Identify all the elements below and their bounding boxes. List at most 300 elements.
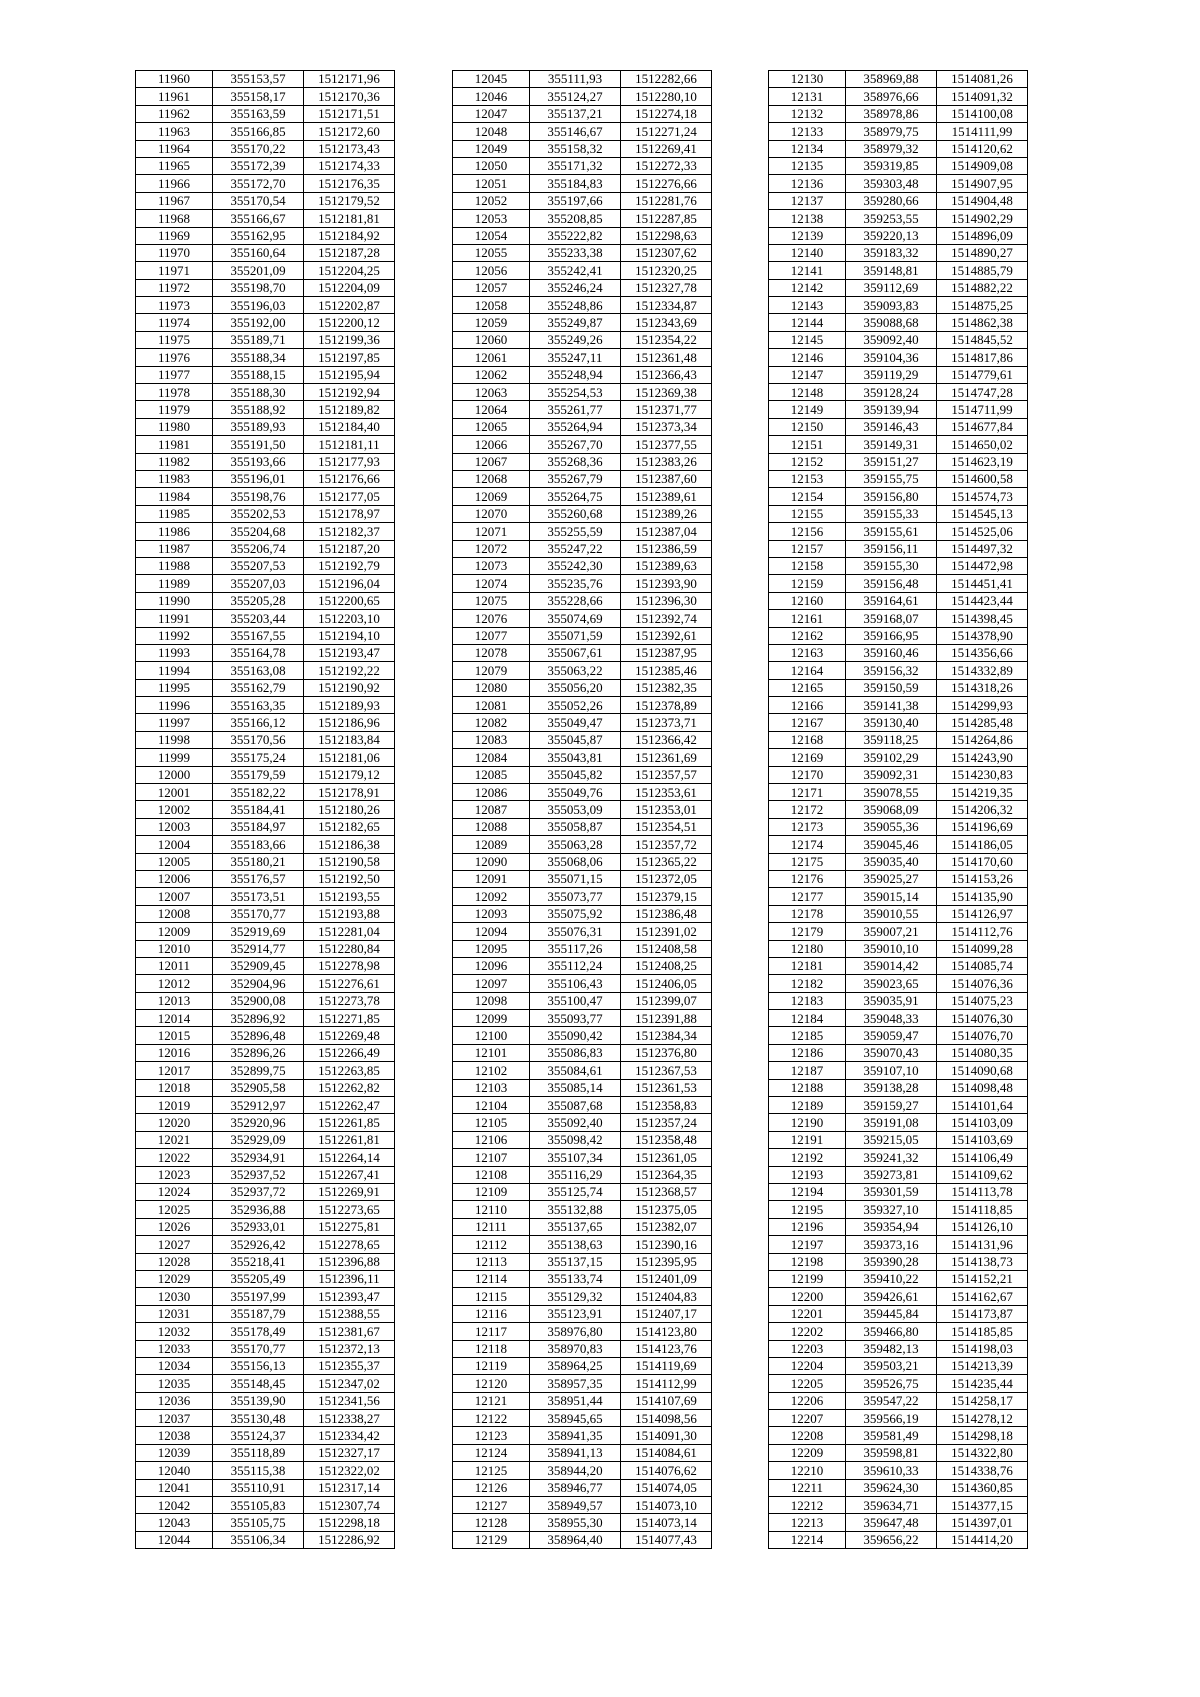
x-coordinate-cell: 359149,31: [846, 436, 937, 453]
point-number-cell: 12141: [769, 262, 846, 279]
x-coordinate-cell: 359148,81: [846, 262, 937, 279]
y-coordinate-cell: 1514076,30: [937, 1010, 1028, 1027]
y-coordinate-cell: 1514472,98: [937, 557, 1028, 574]
table-row: [769, 766, 1028, 783]
point-number-cell: 11963: [136, 123, 213, 140]
point-number-cell: 12168: [769, 731, 846, 748]
y-coordinate-cell: 1514173,87: [937, 1305, 1028, 1322]
x-coordinate-cell: 355247,22: [530, 540, 621, 557]
x-coordinate-cell: 355053,09: [530, 801, 621, 818]
table-row: [769, 957, 1028, 974]
y-coordinate-cell: 1514338,76: [937, 1462, 1028, 1479]
table-row: [769, 505, 1028, 522]
y-coordinate-cell: 1514497,32: [937, 540, 1028, 557]
y-coordinate-cell: 1514170,60: [937, 853, 1028, 870]
x-coordinate-cell: 355158,32: [530, 140, 621, 157]
table-row: [453, 644, 712, 661]
point-number-cell: 11991: [136, 610, 213, 627]
point-number-cell: 12201: [769, 1305, 846, 1322]
table-row: [769, 1044, 1028, 1061]
point-number-cell: 12059: [453, 314, 530, 331]
y-coordinate-cell: 1512194,10: [304, 627, 395, 644]
point-number-cell: 12112: [453, 1236, 530, 1253]
table-row: [136, 105, 395, 122]
table-row: [769, 1357, 1028, 1374]
table-row: [136, 1444, 395, 1461]
y-coordinate-cell: 1512298,18: [304, 1514, 395, 1531]
y-coordinate-cell: 1512264,14: [304, 1149, 395, 1166]
x-coordinate-cell: 359327,10: [846, 1201, 937, 1218]
point-number-cell: 12011: [136, 957, 213, 974]
x-coordinate-cell: 355123,91: [530, 1305, 621, 1322]
point-number-cell: 12158: [769, 557, 846, 574]
y-coordinate-cell: 1514711,99: [937, 401, 1028, 418]
x-coordinate-cell: 358969,88: [846, 71, 937, 88]
table-row: [136, 766, 395, 783]
y-coordinate-cell: 1514076,70: [937, 1027, 1028, 1044]
table-row: [136, 957, 395, 974]
x-coordinate-cell: 355183,66: [213, 836, 304, 853]
x-coordinate-cell: 352905,58: [213, 1079, 304, 1096]
point-number-cell: 12169: [769, 749, 846, 766]
x-coordinate-cell: 359253,55: [846, 210, 937, 227]
x-coordinate-cell: 359010,10: [846, 940, 937, 957]
x-coordinate-cell: 355160,64: [213, 244, 304, 261]
x-coordinate-cell: 359155,33: [846, 505, 937, 522]
table-row: [769, 557, 1028, 574]
y-coordinate-cell: 1512307,62: [621, 244, 712, 261]
x-coordinate-cell: 355086,83: [530, 1044, 621, 1061]
point-number-cell: 12028: [136, 1253, 213, 1270]
table-row: [769, 836, 1028, 853]
y-coordinate-cell: 1512395,95: [621, 1253, 712, 1270]
point-number-cell: 12088: [453, 818, 530, 835]
x-coordinate-cell: 355164,78: [213, 644, 304, 661]
x-coordinate-cell: 359241,32: [846, 1149, 937, 1166]
y-coordinate-cell: 1512183,84: [304, 731, 395, 748]
y-coordinate-cell: 1512381,67: [304, 1323, 395, 1340]
point-number-cell: 12045: [453, 71, 530, 88]
table-row: [769, 749, 1028, 766]
point-number-cell: 12050: [453, 157, 530, 174]
point-number-cell: 12117: [453, 1323, 530, 1340]
point-number-cell: 12099: [453, 1010, 530, 1027]
table-row: [769, 244, 1028, 261]
point-number-cell: 12142: [769, 279, 846, 296]
point-number-cell: 12094: [453, 923, 530, 940]
table-row: [769, 697, 1028, 714]
y-coordinate-cell: 1514101,64: [937, 1097, 1028, 1114]
point-number-cell: 12053: [453, 210, 530, 227]
x-coordinate-cell: 358945,65: [530, 1410, 621, 1427]
x-coordinate-cell: 355248,94: [530, 366, 621, 383]
x-coordinate-cell: 359166,95: [846, 627, 937, 644]
table-row: [136, 1149, 395, 1166]
x-coordinate-cell: 355249,26: [530, 331, 621, 348]
table-row: [453, 714, 712, 731]
table-row: [453, 418, 712, 435]
point-number-cell: 12023: [136, 1166, 213, 1183]
point-number-cell: 12044: [136, 1531, 213, 1548]
point-number-cell: 12064: [453, 401, 530, 418]
point-number-cell: 12041: [136, 1479, 213, 1496]
table-row: [136, 662, 395, 679]
y-coordinate-cell: 1512174,33: [304, 157, 395, 174]
point-number-cell: 12000: [136, 766, 213, 783]
y-coordinate-cell: 1512199,36: [304, 331, 395, 348]
y-coordinate-cell: 1514090,68: [937, 1062, 1028, 1079]
table-row: [136, 1357, 395, 1374]
x-coordinate-cell: 355056,20: [530, 679, 621, 696]
y-coordinate-cell: 1512355,37: [304, 1357, 395, 1374]
table-row: [136, 384, 395, 401]
point-number-cell: 12118: [453, 1340, 530, 1357]
table-row: [769, 627, 1028, 644]
point-number-cell: 12107: [453, 1149, 530, 1166]
x-coordinate-cell: 359164,61: [846, 592, 937, 609]
x-coordinate-cell: 355045,87: [530, 731, 621, 748]
table-row: [453, 575, 712, 592]
point-number-cell: 11996: [136, 697, 213, 714]
x-coordinate-cell: 355105,75: [213, 1514, 304, 1531]
point-number-cell: 12160: [769, 592, 846, 609]
y-coordinate-cell: 1512176,35: [304, 175, 395, 192]
x-coordinate-cell: 355118,89: [213, 1444, 304, 1461]
point-number-cell: 12156: [769, 523, 846, 540]
table-row: [453, 592, 712, 609]
point-number-cell: 12129: [453, 1531, 530, 1548]
x-coordinate-cell: 352929,09: [213, 1131, 304, 1148]
point-number-cell: 11977: [136, 366, 213, 383]
y-coordinate-cell: 1514677,84: [937, 418, 1028, 435]
table-row: [136, 644, 395, 661]
table-row: [136, 227, 395, 244]
x-coordinate-cell: 355172,70: [213, 175, 304, 192]
point-number-cell: 11986: [136, 523, 213, 540]
table-row: [769, 401, 1028, 418]
y-coordinate-cell: 1512341,56: [304, 1392, 395, 1409]
table-row: [136, 157, 395, 174]
y-coordinate-cell: 1512193,47: [304, 644, 395, 661]
y-coordinate-cell: 1514299,93: [937, 697, 1028, 714]
point-number-cell: 12135: [769, 157, 846, 174]
point-number-cell: 12095: [453, 940, 530, 957]
point-number-cell: 11981: [136, 436, 213, 453]
table-row: [136, 592, 395, 609]
point-number-cell: 12003: [136, 818, 213, 835]
x-coordinate-cell: 355242,41: [530, 262, 621, 279]
y-coordinate-cell: 1512387,60: [621, 470, 712, 487]
point-number-cell: 12192: [769, 1149, 846, 1166]
table-row: [769, 1427, 1028, 1444]
y-coordinate-cell: 1512366,42: [621, 731, 712, 748]
x-coordinate-cell: 359107,10: [846, 1062, 937, 1079]
y-coordinate-cell: 1512273,78: [304, 992, 395, 1009]
x-coordinate-cell: 355170,56: [213, 731, 304, 748]
table-row: [453, 1427, 712, 1444]
y-coordinate-cell: 1512377,55: [621, 436, 712, 453]
table-row: [769, 784, 1028, 801]
point-number-cell: 12032: [136, 1323, 213, 1340]
point-number-cell: 12006: [136, 870, 213, 887]
point-number-cell: 11997: [136, 714, 213, 731]
table-row: [453, 1375, 712, 1392]
y-coordinate-cell: 1512392,74: [621, 610, 712, 627]
x-coordinate-cell: 359055,36: [846, 818, 937, 835]
table-row: [769, 1062, 1028, 1079]
point-number-cell: 12030: [136, 1288, 213, 1305]
x-coordinate-cell: 355137,21: [530, 105, 621, 122]
y-coordinate-cell: 1512361,53: [621, 1079, 712, 1096]
y-coordinate-cell: 1514091,32: [937, 88, 1028, 105]
point-number-cell: 12019: [136, 1097, 213, 1114]
table-row: [136, 401, 395, 418]
table-row: [453, 140, 712, 157]
y-coordinate-cell: 1512353,01: [621, 801, 712, 818]
x-coordinate-cell: 355197,99: [213, 1288, 304, 1305]
point-number-cell: 12097: [453, 975, 530, 992]
point-number-cell: 12051: [453, 175, 530, 192]
point-number-cell: 11979: [136, 401, 213, 418]
table-row: [769, 1218, 1028, 1235]
x-coordinate-cell: 355184,83: [530, 175, 621, 192]
table-row: [769, 1514, 1028, 1531]
table-row: [769, 436, 1028, 453]
table-row: [453, 905, 712, 922]
x-coordinate-cell: 352914,77: [213, 940, 304, 957]
table-row: [453, 870, 712, 887]
x-coordinate-cell: 355163,08: [213, 662, 304, 679]
table-row: [136, 784, 395, 801]
table-row: [136, 836, 395, 853]
point-number-cell: 12065: [453, 418, 530, 435]
table-row: [136, 1340, 395, 1357]
table-row: [136, 331, 395, 348]
x-coordinate-cell: 355071,15: [530, 870, 621, 887]
point-number-cell: 12170: [769, 766, 846, 783]
x-coordinate-cell: 359092,40: [846, 331, 937, 348]
x-coordinate-cell: 355045,82: [530, 766, 621, 783]
x-coordinate-cell: 358976,66: [846, 88, 937, 105]
table-row: [769, 818, 1028, 835]
y-coordinate-cell: 1512391,88: [621, 1010, 712, 1027]
x-coordinate-cell: 355085,14: [530, 1079, 621, 1096]
table-row: [453, 401, 712, 418]
table-row: [136, 1218, 395, 1235]
point-number-cell: 12087: [453, 801, 530, 818]
point-number-cell: 12208: [769, 1427, 846, 1444]
point-number-cell: 12200: [769, 1288, 846, 1305]
x-coordinate-cell: 359301,59: [846, 1184, 937, 1201]
table-row: [769, 1131, 1028, 1148]
x-coordinate-cell: 359151,27: [846, 453, 937, 470]
table-row: [453, 1270, 712, 1287]
point-number-cell: 12122: [453, 1410, 530, 1427]
table-row: [769, 123, 1028, 140]
point-number-cell: 12182: [769, 975, 846, 992]
point-number-cell: 12069: [453, 488, 530, 505]
point-number-cell: 12144: [769, 314, 846, 331]
y-coordinate-cell: 1512204,25: [304, 262, 395, 279]
table-row: [136, 1062, 395, 1079]
y-coordinate-cell: 1512343,69: [621, 314, 712, 331]
point-number-cell: 12119: [453, 1357, 530, 1374]
table-row: [453, 557, 712, 574]
point-number-cell: 12073: [453, 557, 530, 574]
x-coordinate-cell: 355112,24: [530, 957, 621, 974]
y-coordinate-cell: 1512298,63: [621, 227, 712, 244]
x-coordinate-cell: 352896,26: [213, 1044, 304, 1061]
y-coordinate-cell: 1514073,14: [621, 1514, 712, 1531]
table-row: [453, 1514, 712, 1531]
x-coordinate-cell: 355052,26: [530, 697, 621, 714]
table-row: [769, 662, 1028, 679]
table-row: [136, 1462, 395, 1479]
point-number-cell: 12177: [769, 888, 846, 905]
x-coordinate-cell: 355248,86: [530, 297, 621, 314]
y-coordinate-cell: 1514356,66: [937, 644, 1028, 661]
table-row: [453, 1062, 712, 1079]
x-coordinate-cell: 358955,30: [530, 1514, 621, 1531]
x-coordinate-cell: 359141,38: [846, 697, 937, 714]
y-coordinate-cell: 1512200,12: [304, 314, 395, 331]
x-coordinate-cell: 355138,63: [530, 1236, 621, 1253]
x-coordinate-cell: 355197,66: [530, 192, 621, 209]
point-number-cell: 12002: [136, 801, 213, 818]
y-coordinate-cell: 1514085,74: [937, 957, 1028, 974]
point-number-cell: 12024: [136, 1184, 213, 1201]
x-coordinate-cell: 355076,31: [530, 923, 621, 940]
y-coordinate-cell: 1514264,86: [937, 731, 1028, 748]
x-coordinate-cell: 355205,28: [213, 592, 304, 609]
point-number-cell: 11972: [136, 279, 213, 296]
point-number-cell: 12018: [136, 1079, 213, 1096]
table-row: [453, 279, 712, 296]
y-coordinate-cell: 1512322,02: [304, 1462, 395, 1479]
x-coordinate-cell: 355146,67: [530, 123, 621, 140]
y-coordinate-cell: 1512357,24: [621, 1114, 712, 1131]
point-number-cell: 12148: [769, 384, 846, 401]
point-number-cell: 12056: [453, 262, 530, 279]
x-coordinate-cell: 355268,36: [530, 453, 621, 470]
x-coordinate-cell: 355233,38: [530, 244, 621, 261]
point-number-cell: 12120: [453, 1375, 530, 1392]
x-coordinate-cell: 355184,41: [213, 801, 304, 818]
point-number-cell: 12106: [453, 1131, 530, 1148]
table-row: [769, 366, 1028, 383]
point-number-cell: 12062: [453, 366, 530, 383]
table-row: [453, 470, 712, 487]
table-row: [453, 1236, 712, 1253]
x-coordinate-cell: 355242,30: [530, 557, 621, 574]
y-coordinate-cell: 1514298,18: [937, 1427, 1028, 1444]
x-coordinate-cell: 355184,97: [213, 818, 304, 835]
x-coordinate-cell: 355068,06: [530, 853, 621, 870]
x-coordinate-cell: 359526,75: [846, 1375, 937, 1392]
point-number-cell: 12027: [136, 1236, 213, 1253]
x-coordinate-cell: 355124,37: [213, 1427, 304, 1444]
y-coordinate-cell: 1512193,55: [304, 888, 395, 905]
y-coordinate-cell: 1512404,83: [621, 1288, 712, 1305]
y-coordinate-cell: 1512203,10: [304, 610, 395, 627]
x-coordinate-cell: 355202,53: [213, 505, 304, 522]
table-row: [769, 1027, 1028, 1044]
table-row: [136, 505, 395, 522]
point-number-cell: 12150: [769, 418, 846, 435]
y-coordinate-cell: 1512408,25: [621, 957, 712, 974]
table-row: [136, 366, 395, 383]
table-row: [453, 1149, 712, 1166]
table-row: [136, 297, 395, 314]
y-coordinate-cell: 1512196,04: [304, 575, 395, 592]
point-number-cell: 12075: [453, 592, 530, 609]
x-coordinate-cell: 355137,65: [530, 1218, 621, 1235]
y-coordinate-cell: 1514080,35: [937, 1044, 1028, 1061]
point-number-cell: 11969: [136, 227, 213, 244]
y-coordinate-cell: 1512281,76: [621, 192, 712, 209]
point-number-cell: 12036: [136, 1392, 213, 1409]
point-number-cell: 12125: [453, 1462, 530, 1479]
table-row: [453, 731, 712, 748]
table-row: [136, 540, 395, 557]
x-coordinate-cell: 355107,34: [530, 1149, 621, 1166]
point-number-cell: 12017: [136, 1062, 213, 1079]
point-number-cell: 12180: [769, 940, 846, 957]
point-number-cell: 12143: [769, 297, 846, 314]
table-row: [136, 1410, 395, 1427]
table-row: [136, 801, 395, 818]
x-coordinate-cell: 355264,94: [530, 418, 621, 435]
point-number-cell: 12046: [453, 88, 530, 105]
y-coordinate-cell: 1514574,73: [937, 488, 1028, 505]
table-row: [769, 1184, 1028, 1201]
x-coordinate-cell: 355249,87: [530, 314, 621, 331]
point-number-cell: 11994: [136, 662, 213, 679]
y-coordinate-cell: 1514278,12: [937, 1410, 1028, 1427]
table-row: [136, 453, 395, 470]
table-row: [136, 71, 395, 88]
point-number-cell: 11962: [136, 105, 213, 122]
point-number-cell: 12057: [453, 279, 530, 296]
y-coordinate-cell: 1514779,61: [937, 366, 1028, 383]
y-coordinate-cell: 1512388,55: [304, 1305, 395, 1322]
table-row: [769, 1340, 1028, 1357]
x-coordinate-cell: 355133,74: [530, 1270, 621, 1287]
y-coordinate-cell: 1512389,63: [621, 557, 712, 574]
point-number-cell: 12066: [453, 436, 530, 453]
table-row: [453, 818, 712, 835]
y-coordinate-cell: 1514377,15: [937, 1497, 1028, 1514]
table-row: [453, 679, 712, 696]
point-number-cell: 12111: [453, 1218, 530, 1235]
y-coordinate-cell: 1512280,84: [304, 940, 395, 957]
table-row: [453, 1305, 712, 1322]
table-row: [136, 175, 395, 192]
table-row: [453, 1010, 712, 1027]
y-coordinate-cell: 1514126,10: [937, 1218, 1028, 1235]
x-coordinate-cell: 355166,67: [213, 210, 304, 227]
x-coordinate-cell: 359088,68: [846, 314, 937, 331]
point-number-cell: 12091: [453, 870, 530, 887]
y-coordinate-cell: 1514322,80: [937, 1444, 1028, 1461]
point-number-cell: 12009: [136, 923, 213, 940]
table-row: [453, 610, 712, 627]
table-row: [136, 210, 395, 227]
point-number-cell: 11978: [136, 384, 213, 401]
table-row: [769, 88, 1028, 105]
table-row: [769, 1114, 1028, 1131]
y-coordinate-cell: 1514196,69: [937, 818, 1028, 835]
